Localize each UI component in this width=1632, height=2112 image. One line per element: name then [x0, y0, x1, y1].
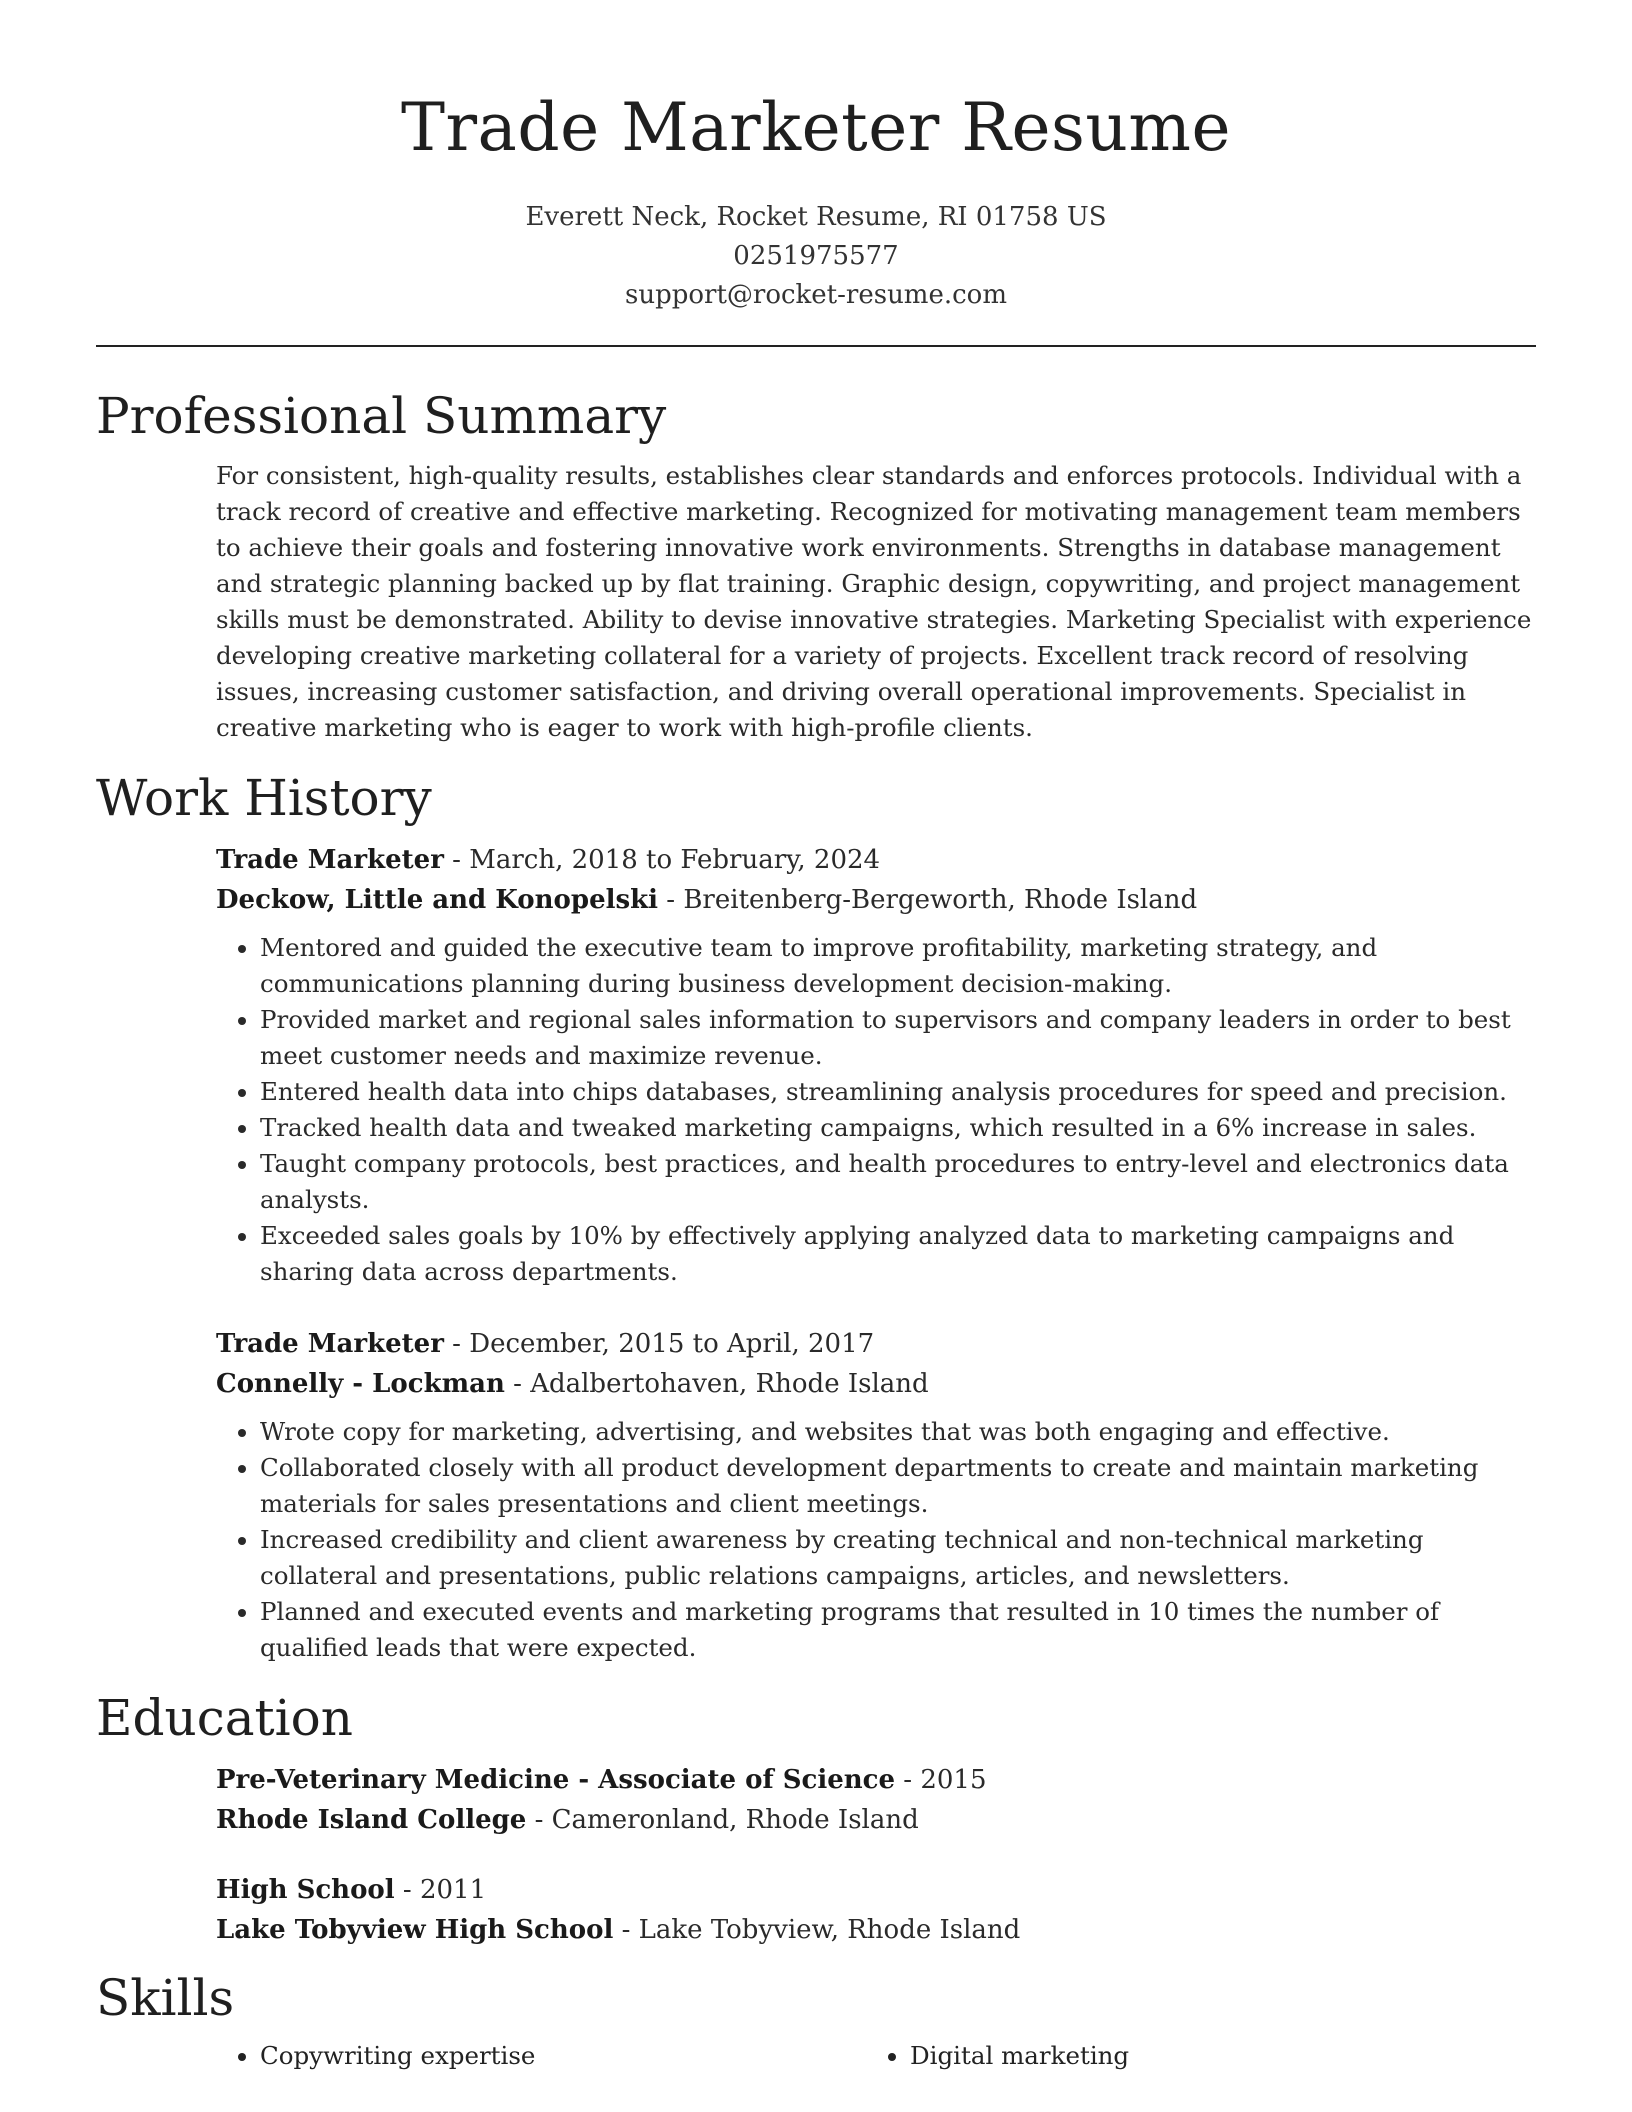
job-bullet: • Entered health data into chips databases, streamlining analysis procedures for speed and precision. — [260, 1074, 1536, 1110]
education-school-line — [216, 1910, 1536, 1950]
skills-grid — [216, 2038, 1536, 2074]
work-history-heading: Work History — [96, 769, 432, 827]
education-school: Lake Tobyview High School — [216, 1915, 614, 1945]
education-location: - Cameronland, Rhode Island — [526, 1805, 919, 1835]
job-bullets — [216, 1414, 1536, 1666]
job-title: Trade Marketer — [216, 845, 444, 875]
skill-item: • Digital marketing — [910, 2038, 1516, 2074]
job-bullet: • Increased credibility and client awareness by creating technical and non-technical marketing collateral and presentations, public relations campaigns, articles, and newsletters. — [260, 1522, 1536, 1594]
job-bullet: • Provided market and regional sales information to supervisors and company leaders in order to best meet customer needs and maximize revenue. — [260, 1002, 1536, 1074]
job-bullet: • Tracked health data and tweaked marketing campaigns, which resulted in a 6% increase in sales. — [260, 1110, 1536, 1146]
job-company-line — [216, 880, 1536, 920]
skills-column-right — [866, 2038, 1516, 2074]
job-title-line — [216, 1324, 1536, 1364]
resume-page — [96, 0, 1536, 2074]
education-heading: Education — [96, 1689, 353, 1747]
page-title: Trade Marketer Resume — [400, 89, 1232, 166]
job-bullet: • Planned and executed events and marketing programs that resulted in 10 times the number of qualified leads that were expected. — [260, 1594, 1536, 1666]
job-dates: - December, 2015 to April, 2017 — [443, 1329, 875, 1359]
job-title-line — [216, 840, 1536, 880]
job-company-line — [216, 1364, 1536, 1404]
job-company: Deckow, Little and Konopelski — [216, 885, 659, 915]
education-school: Rhode Island College — [216, 1805, 527, 1835]
education-degree: High School — [216, 1875, 395, 1905]
education-degree: Pre-Veterinary Medicine - Associate of Science — [216, 1765, 896, 1795]
job-entry — [216, 840, 1536, 1290]
header-divider — [96, 345, 1536, 347]
job-bullet: • Wrote copy for marketing, advertising, and websites that was both engaging and effective. — [260, 1414, 1536, 1450]
contact-email: support@rocket-resume.com — [624, 280, 1007, 310]
education-entry — [216, 1760, 1536, 1840]
skills-list — [216, 2038, 866, 2074]
education-school-line — [216, 1800, 1536, 1840]
summary-heading: Professional Summary — [96, 387, 667, 445]
job-location: - Breitenberg-Bergeworth, Rhode Island — [658, 885, 1198, 915]
contact-phone: 0251975577 — [733, 241, 899, 271]
education-degree-line — [216, 1870, 1536, 1910]
skills-heading: Skills — [96, 1969, 235, 2027]
education-degree-line — [216, 1760, 1536, 1800]
skills-column-left — [216, 2038, 866, 2074]
contact-address: Everett Neck, Rocket Resume, RI 01758 US — [525, 202, 1107, 232]
job-bullet: • Exceeded sales goals by 10% by effectively applying analyzed data to marketing campaigns and sharing data across departments. — [260, 1218, 1536, 1290]
job-location: - Adalbertohaven, Rhode Island — [504, 1369, 929, 1399]
job-entry — [216, 1324, 1536, 1666]
education-entry — [216, 1870, 1536, 1950]
skills-list — [866, 2038, 1516, 2074]
job-bullets — [216, 930, 1536, 1290]
skill-item: • Copywriting expertise — [260, 2038, 866, 2074]
job-bullet: • Mentored and guided the executive team to improve profitability, marketing strategy, and communications planning during business development decision-making. — [260, 930, 1536, 1002]
resume-header — [96, 0, 1536, 315]
summary-text: For consistent, high-quality results, establishes clear standards and enforces protocols. Individual with a track record of creative and effective marketing. Recognized for motivating management team members to achieve their goals and fostering innovative work environments. Strengths in database management and strategic planning backed up by flat training. Graphic design, copywriting, and project management skills must be demonstrated. Ability to devise innovative strategies. Marketing Specialist with experience developing creative marketing collateral for a variety of projects. Excellent track record of resolving issues, increasing customer satisfaction, and driving overall operational improvements. Specialist in creative marketing who is eager to work with high-profile clients. — [216, 461, 1532, 742]
job-dates: - March, 2018 to February, 2024 — [443, 845, 881, 875]
job-bullet: • Taught company protocols, best practices, and health procedures to entry-level and electronics data analysts. — [260, 1146, 1536, 1218]
education-year: - 2011 — [394, 1875, 487, 1905]
job-bullet: • Collaborated closely with all product development departments to create and maintain marketing materials for sales presentations and client meetings. — [260, 1450, 1536, 1522]
education-year: - 2015 — [895, 1765, 987, 1795]
job-title: Trade Marketer — [216, 1329, 444, 1359]
contact-block — [96, 198, 1536, 315]
job-company: Connelly - Lockman — [216, 1369, 505, 1399]
education-location: - Lake Tobyview, Rhode Island — [613, 1915, 1021, 1945]
